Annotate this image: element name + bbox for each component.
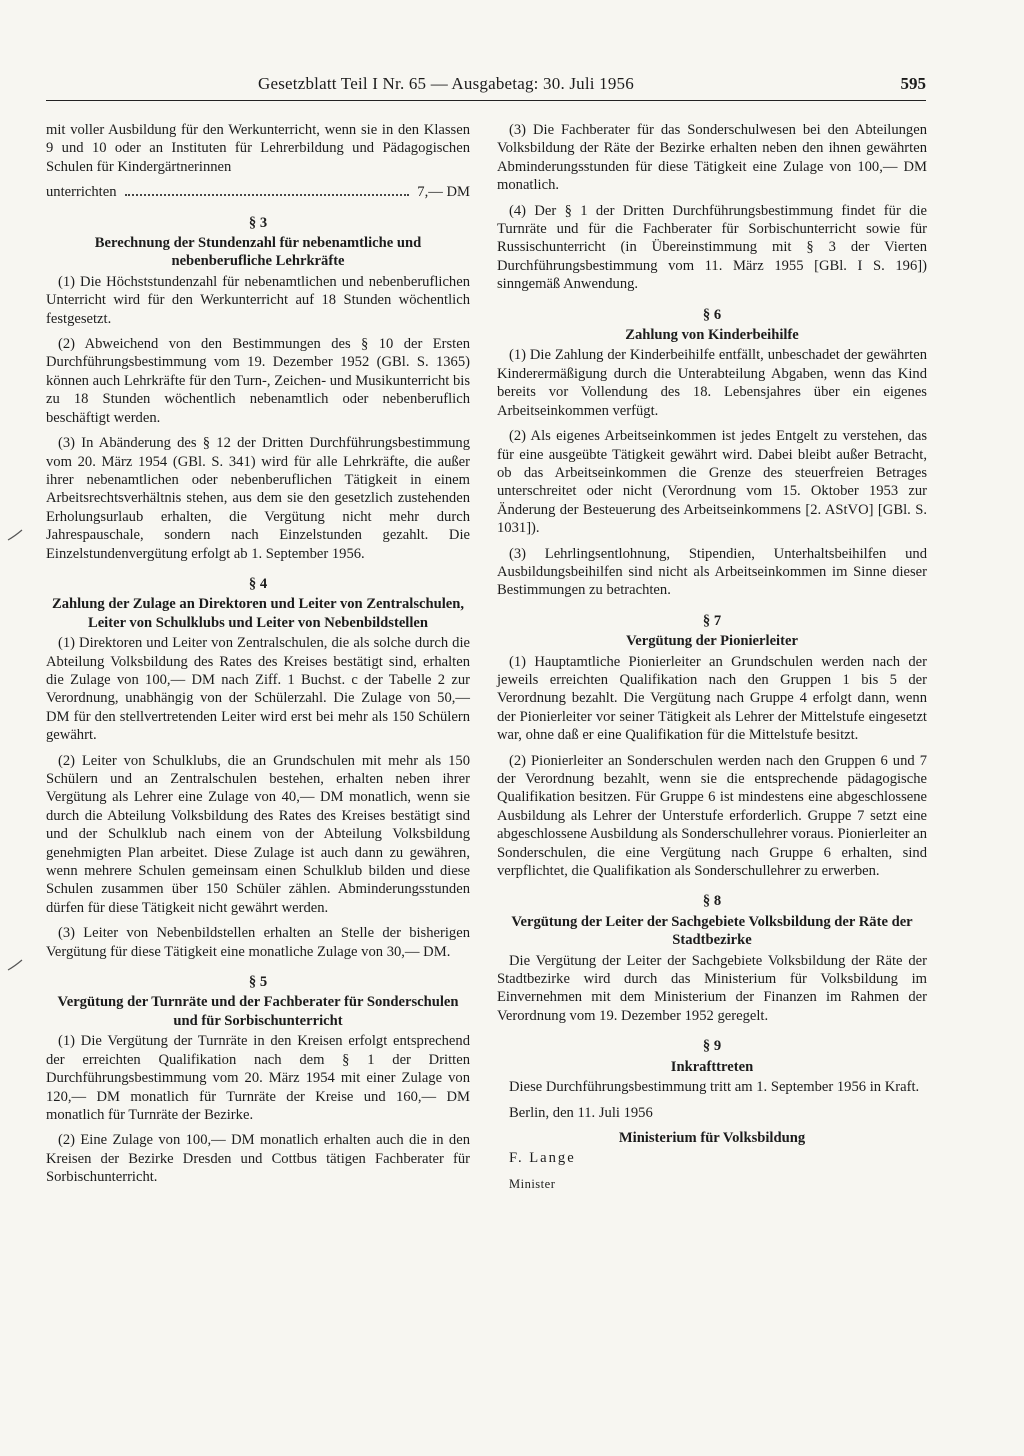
section-6-paragraph-1: (1) Die Zahlung der Kinderbeihilfe entfällt, unbeschadet der gewährten Kinderermäßigung durch die Unterabteilung Abgaben, wenn das Kind bereits vor Vollendung des 18. Lebensjahres über ein eigenes Arbeitseinkommen verfügt. [497,347,927,419]
intro-last-word: unterrichten [46,184,117,201]
section-5-paragraph-4: (4) Der § 1 der Dritten Durchführungsbestimmung findet für die Turnräte und für die Fachberater für Sorbischunterricht sowie für Russischunterricht (in Übereinstimmung mit § 3 der Vierten Durchführungsbestimmung vom 11. März 1955 [GBl. I S. 196]) sinngemäß Anwendung. [497,202,927,293]
margin-check-mark [6,958,24,972]
section-8-number: § 8 [702,893,722,910]
section-7-paragraph-1: (1) Hauptamtliche Pionierleiter an Grundschulen werden nach der jeweils erreichten Qualifikation nach den Gruppen 1 bis 5 der Verordnung bezahlt. Die Vergütung nach Gruppe 4 erfolgt dann, wenn der Pionierleiter vor seiner Tätigkeit als Lehrer der Mittelstufe eingesetzt war, ohne daß er eine Qualifikation für die Mittelstufe besitzt. [497,653,927,744]
section-8-title: Vergütung der Leiter der Sachgebiete Volksbildung der Räte der Stadtbezirke [511,913,913,949]
intro-amount-row [46,183,470,201]
section-6-number: § 6 [702,306,722,323]
section-3-paragraph-1: (1) Die Höchststundenzahl für nebenamtlichen und nebenberuflichen Unterricht wird für den Werkunterricht auf 18 Stunden wöchentlich festgesetzt. [46,273,470,327]
signature-title: Minister [509,1176,556,1191]
section-4-paragraph-3: (3) Leiter von Nebenbildstellen erhalten an Stelle der bisherigen Vergütung für diese Tätigkeit eine monatliche Zulage von 30,— DM. [46,925,470,960]
section-9-paragraph-1: Diese Durchführungsbestimmung tritt am 1. September 1956 in Kraft. [509,1079,920,1096]
right-column [497,121,927,1200]
section-3-paragraph-3: (3) In Abänderung des § 12 der Dritten Durchführungsbestimmung vom 20. März 1954 (GBl. S. 341) wird für alle Lehrkräfte, die außer ihrer nebenamtlichen oder nebenberuflichen Tätigkeit in einem Arbeitsrechtsverhältnis stehen, aus dem sie den gesetzlich zustehenden Erholungsurlaub erhalten, die Vergütung nicht mehr durch Jahrespauschale, sondern nach Einzelstunden gezahlt. Die Einzelstundenvergütung erfolgt ab 1. September 1956. [46,435,470,562]
signature-ministry: Ministerium für Volksbildung [618,1129,806,1146]
section-9-title: Inkrafttreten [670,1058,754,1075]
section-5-paragraph-3: (3) Die Fachberater für das Sonderschulwesen bei den Abteilungen Volksbildung der Räte der Bezirke erhalten neben den ihnen gewährten Abminderungsstunden für diese Tätigkeit eine Zulage von 100,— DM monatlich. [497,122,927,194]
section-6-title: Zahlung von Kinderbeihilfe [625,327,799,344]
section-4-paragraph-2: (2) Leiter von Schulklubs, die an Grundschulen mit mehr als 150 Schülern und an Zentralschulen bestehen, erhalten neben ihrer Vergütung als Lehrer eine Zulage von 40,— DM monatlich, wenn sie durch die Abteilung Volksbildung des Rates des Kreises bestätigt sind und der Schulklub nach einem von der Abteilung Volksbildung genehmigten Plan arbeitet. Diese Zulage ist auch dann zu gewähren, wenn mehrere Schulen gemeinsam einen Schulklub bilden und diese Schulen zusammen über 150 Schüler zählen. Abminderungsstunden dürfen für diese Tätigkeit nicht gewährt werden. [46,752,470,916]
section-6-paragraph-3: (3) Lehrlingsentlohnung, Stipendien, Unterhaltsbeihilfen und Ausbildungsbeihilfen sind nicht als Arbeitseinkommen im Sinne dieser Bestimmungen zu betrachten. [497,545,927,599]
signature-name: F. Lange [509,1150,576,1167]
intro-paragraph: mit voller Ausbildung für den Werkunterricht, wenn sie in den Klassen 9 und 10 oder an Instituten für Lehrerbildung und Pädagogischen Schulen für Kindergärtnerinnen [46,122,470,175]
gazette-title: Gesetzblatt Teil I Nr. 65 — Ausgabetag: 30. Juli 1956 [258,74,634,93]
page-number: 595 [900,74,926,93]
section-9-number: § 9 [702,1038,722,1055]
place-date: Berlin, den 11. Juli 1956 [509,1104,653,1121]
section-3-title: Berechnung der Stundenzahl für nebenamtliche und nebenberufliche Lehrkräfte [94,235,422,270]
section-4-paragraph-1: (1) Direktoren und Leiter von Zentralschulen, die als solche durch die Abteilung Volksbildung des Rates des Kreises bestätigt sind, erhalten die Zulage von 100,— DM nach Ziff. 1 Buchst. c der Tabelle 2 zur Verordnung, unabhängig von der Schülerzahl. Die Zulage von 50,— DM für den stellvertretenden Leiter wird erst bei mehr als 150 Schülern gewährt. [46,635,470,744]
section-5-number: § 5 [248,974,268,991]
section-5-title: Vergütung der Turnräte und der Fachberater für Sonderschulen und für Sorbischunterricht [57,994,459,1029]
section-3-number: § 3 [248,214,268,231]
section-6-paragraph-2: (2) Als eigenes Arbeitseinkommen ist jedes Entgelt zu verstehen, das für eine ausgeübte Tätigkeit gewährt wird. Dabei bleibt außer Betracht, ob das Arbeitseinkommen die Grenze des steuerfreien Betrages unterschreitet oder nicht (Verordnung vom 15. Oktober 1953 zur Änderung der Besteuerung des Arbeitseinkommens [2. AStVO] [GBl. S. 1031]). [497,428,927,537]
section-7-number: § 7 [702,612,722,629]
section-5-paragraph-1: (1) Die Vergütung der Turnräte in den Kreisen erfolgt entsprechend der erreichten Qualifikation nach dem § 1 der Dritten Durchführungsbestimmung vom 20. März 1954 mit einer Zulage von 120,— DM monatlich für Turnräte der Kreise und 160,— DM monatlich für Turnräte der Bezirke. [46,1033,470,1123]
margin-check-mark [6,528,24,542]
section-7-title: Vergütung der Pionierleiter [626,633,798,650]
section-8-paragraph-1: Die Vergütung der Leiter der Sachgebiete Volksbildung der Räte der Stadtbezirke wird durch das Ministerium für Volksbildung im Einvernehmen mit dem Ministerium der Finanzen im Rahmen der Verordnung vom 19. Dezember 1952 geregelt. [497,952,927,1024]
intro-amount: 7,— DM [417,184,470,201]
section-7-paragraph-2: (2) Pionierleiter an Sonderschulen werden nach den Gruppen 6 und 7 der Verordnung bezahlt, wenn sie die entsprechende pädagogische Qualifikation besitzen. Für Gruppe 6 ist mindestens eine abgeschlossene Ausbildung als Lehrer der Unterstufe erforderlich. Gruppe 7 setzt eine abgeschlossene Ausbildung als Sonderschullehrer voraus. Pionierleiter an Sonderschulen, die eine Vergütung nach Gruppe 6 erhalten, sind verpflichtet, die Qualifikation als Sonderschullehrer zu erwerben. [497,752,928,880]
section-3-paragraph-2: (2) Abweichend von den Bestimmungen des § 10 der Ersten Durchführungsbestimmung vom 19. Dezember 1952 (GBl. S. 1365) können auch Lehrkräfte für den Turn-, Zeichen- und Musikunterricht bis zu 18 Stunden wöchentlich nebenamtlich oder nebenberuflich beschäftigt werden. [46,336,470,426]
section-4-number: § 4 [248,575,268,592]
dot-leader [125,194,410,196]
section-5-paragraph-2: (2) Eine Zulage von 100,— DM monatlich erhalten auch die in den Kreisen der Bezirke Dresden und Cottbus tätigen Fachberater für Sorbischunterricht. [46,1132,470,1186]
header-rule [46,100,926,101]
section-4-title: Zahlung der Zulage an Direktoren und Leiter von Zentralschulen, Leiter von Schulklubs und Leiter von Nebenbildstellen [51,596,465,631]
left-column [46,121,470,1194]
page-header [46,74,926,100]
